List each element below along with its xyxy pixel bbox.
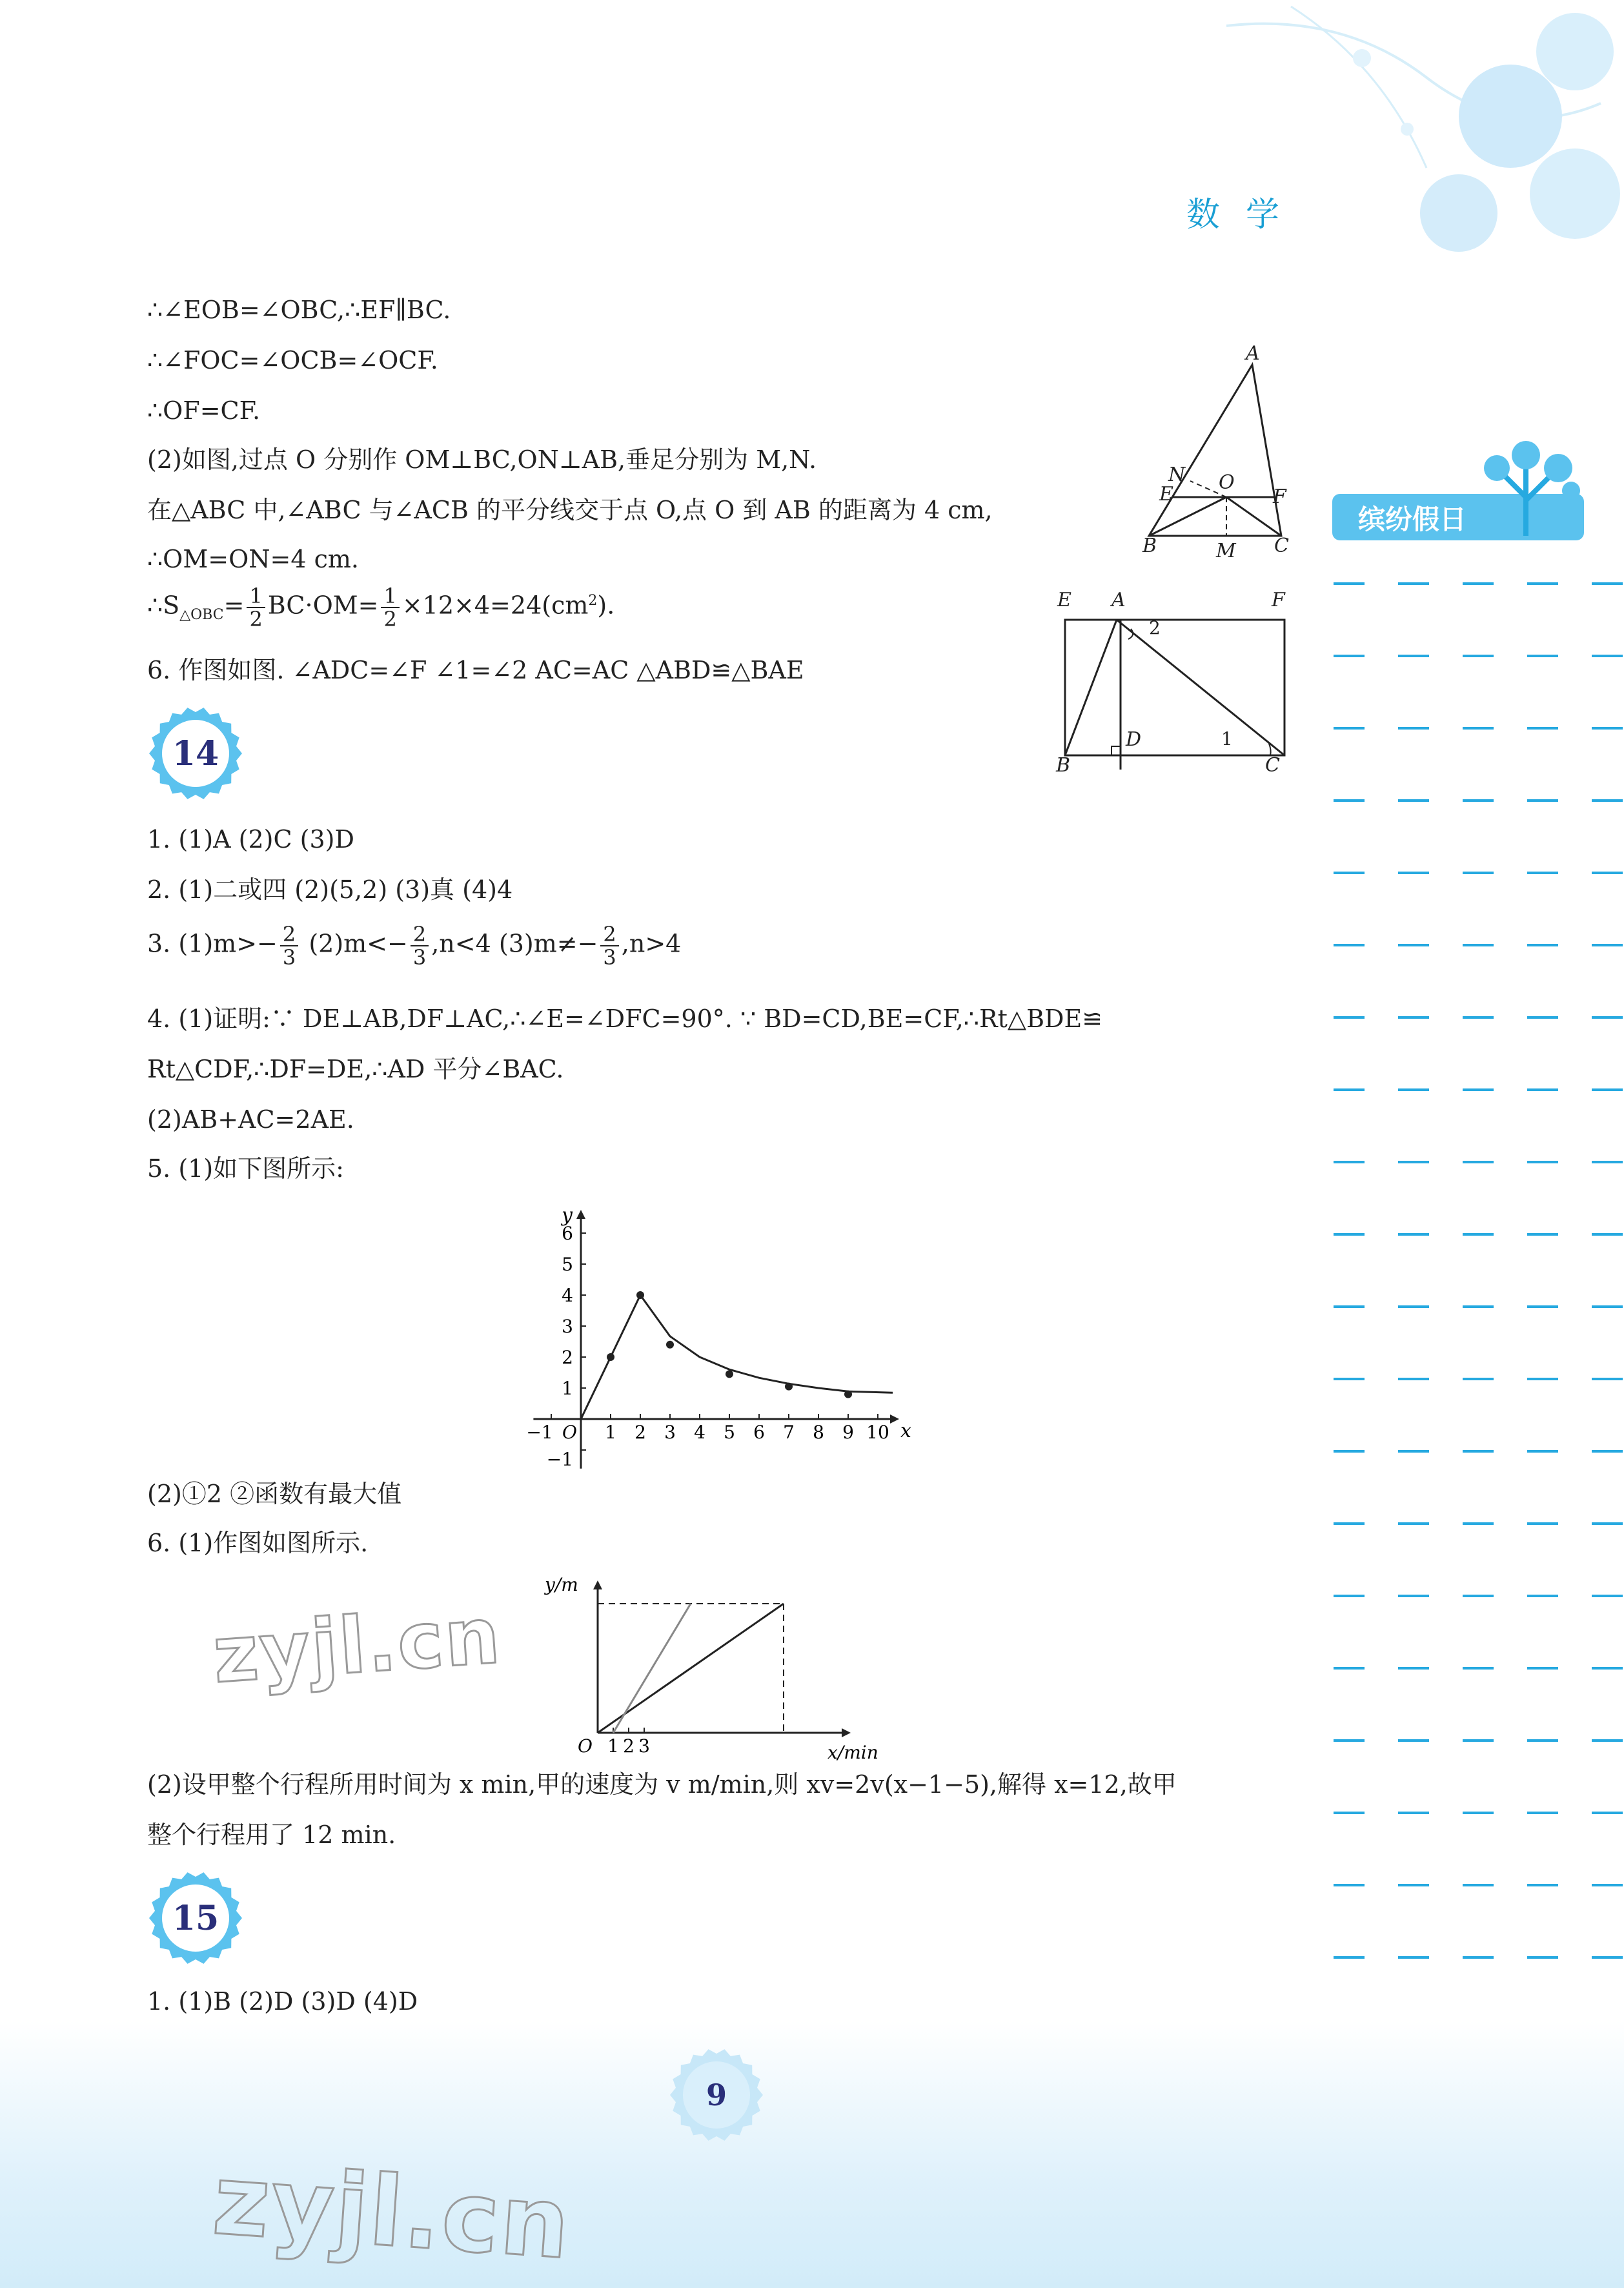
q3-line: 3. (1)m>− $\frac{2}{3}$ (2)m<− $\frac{2}{3}$ ,n<4 (3)m≠− $\frac{2}{3}$ ,n>4 [147,922,682,970]
note-dash [1527,582,1558,585]
text-line: (2)①2 ②函数有最大值 [147,1480,402,1508]
text-line: 6. 作图如图. ∠ADC=∠F ∠1=∠2 AC=AC △ABD≌△BAE [147,656,804,684]
x-tick-label: 3 [638,1735,650,1757]
text-line: 1. (1)B (2)D (3)D (4)D [147,1987,418,2016]
note-dash [1398,1088,1429,1091]
x-axis-label: x [900,1420,911,1442]
note-dash [1592,727,1623,730]
x-tick-label: 7 [783,1422,795,1443]
note-dash [1334,1378,1365,1380]
note-dash [1592,1812,1623,1814]
text-line: 1. (1)A (2)C (3)D [147,825,354,853]
note-dash [1463,655,1494,657]
note-dash [1463,799,1494,802]
note-dash [1527,799,1558,802]
text-line: 2. (1)二或四 (2)(5,2) (3)真 (4)4 [147,875,513,904]
angle-label-2: 2 [1149,617,1161,638]
note-dash [1334,1161,1365,1163]
note-dash [1527,872,1558,874]
text-line: ∴∠FOC=∠OCB=∠OCF. [147,346,438,374]
y-tick-label: 4 [562,1285,573,1306]
note-dash [1592,872,1623,874]
note-dash [1463,872,1494,874]
note-dash [1398,1450,1429,1453]
origin-label: O [578,1735,593,1757]
sidebar-banner [1332,439,1584,549]
note-dash [1463,1016,1494,1019]
text-line: ∴OM=ON=4 cm. [147,545,359,573]
note-dash [1527,1161,1558,1163]
rectangle-figure [1052,589,1297,776]
area-formula: $\therefore S_{\triangle OBC}=$ $\frac{1}{2}$ BC·OM= $\frac{1}{2}$ $\times 12\times 4=24(cm^2)$. [147,584,615,631]
y-axis-label: y/m [545,1574,578,1595]
note-dash [1398,872,1429,874]
note-dash [1463,1667,1494,1670]
x-axis-arrow [842,1728,851,1737]
label-A: A [1246,342,1260,365]
note-dash [1463,1739,1494,1742]
x-tick-label: 2 [623,1735,634,1757]
note-dash [1334,582,1365,585]
note-dash [1592,1378,1623,1380]
text-line: 整个行程用了 12 min. [147,1821,396,1849]
x-tick-label: 9 [842,1422,854,1443]
note-dash [1334,799,1365,802]
y-tick-label: 2 [562,1347,573,1368]
label-B: B [1142,535,1157,557]
label-E: E [1057,589,1071,611]
x-tick-label: 1 [605,1422,616,1443]
text-line: (2)如图,过点 O 分别作 OM⊥BC,ON⊥AB,垂足分别为 M,N. [147,445,817,474]
note-dash [1398,1378,1429,1380]
y-tick-label: 5 [562,1254,573,1275]
note-dash [1334,655,1365,657]
note-dash [1463,1088,1494,1091]
data-point [607,1353,614,1361]
text-line: 4. (1)证明:∵ DE⊥AB,DF⊥AC,∴∠E=∠DFC=90°. ∵ BD=CD,BE=CF,∴Rt△BDE≌ [147,1005,1103,1033]
x-tick-label: 5 [724,1422,735,1443]
note-dash [1527,944,1558,946]
note-dash [1527,1016,1558,1019]
x-tick-label: 10 [866,1422,889,1443]
note-dash [1527,1450,1558,1453]
note-dash [1334,727,1365,730]
label-O: O [1219,471,1235,494]
note-dash [1592,1522,1623,1525]
note-dash [1592,1595,1623,1597]
text-line: ∴∠EOB=∠OBC,∴EF∥BC. [147,296,451,324]
x-axis-label: x/min [827,1742,878,1763]
note-dash [1592,1233,1623,1236]
y-tick-label: 3 [562,1316,573,1337]
note-dash [1527,1595,1558,1597]
note-dash [1592,1161,1623,1163]
note-dash [1334,1739,1365,1742]
function-curve [581,1295,893,1419]
note-dash [1398,727,1429,730]
note-dash [1592,1739,1623,1742]
note-dash [1592,1088,1623,1091]
note-dash [1398,655,1429,657]
note-dash [1398,1667,1429,1670]
note-dash [1592,1450,1623,1453]
note-dash [1398,944,1429,946]
note-dash [1463,1884,1494,1886]
note-dash [1398,1956,1429,1959]
x-tick-label: 3 [664,1422,676,1443]
note-dash [1527,1305,1558,1308]
note-dash [1527,1233,1558,1236]
label-C: C [1274,535,1289,557]
note-dash [1398,1016,1429,1019]
note-dash [1592,1016,1623,1019]
note-dash [1463,1305,1494,1308]
note-dash [1463,1956,1494,1959]
note-dash [1334,1522,1365,1525]
note-dash [1527,1884,1558,1886]
note-dash [1463,1812,1494,1814]
note-dash [1334,1884,1365,1886]
label-D: D [1126,728,1142,751]
text-line: (2)设甲整个行程所用时间为 x min,甲的速度为 v m/min,则 xv=2v(x−1−5),解得 x=12,故甲 [147,1770,1177,1799]
text-line: ∴OF=CF. [147,396,261,425]
note-dash [1592,1884,1623,1886]
label-A: A [1111,589,1126,611]
note-dash [1463,944,1494,946]
y-tick-label: 6 [562,1223,573,1244]
y-axis-label: y [562,1204,573,1227]
text-line: (2)AB+AC=2AE. [147,1105,354,1134]
x-axis-arrow [890,1415,899,1424]
note-dash [1527,1378,1558,1380]
note-dash [1334,1305,1365,1308]
label-M: M [1216,540,1236,562]
note-dash [1463,1522,1494,1525]
note-dash [1463,1233,1494,1236]
sidebar-banner-label: 缤纷假日 [1358,504,1467,535]
label-F: F [1272,589,1285,611]
note-dash [1592,1667,1623,1670]
y-tick-label: −1 [546,1449,573,1470]
note-dash [1527,1522,1558,1525]
note-dash [1398,1522,1429,1525]
page-number-badge: 9 [668,2047,765,2143]
angle-label-1: 1 [1221,728,1233,750]
note-dash [1527,1739,1558,1742]
function-chart [516,1201,929,1472]
x-tick-label: 1 [607,1735,619,1757]
note-dash [1527,1812,1558,1814]
watermark: zyjl.cn [209,2143,575,2282]
note-dash [1592,582,1623,585]
note-dash [1527,655,1558,657]
note-dash [1334,1450,1365,1453]
x-tick-label: −1 [526,1422,553,1443]
note-dash [1398,1233,1429,1236]
note-dash [1463,1161,1494,1163]
note-dash [1398,1161,1429,1163]
label-E: E [1159,483,1173,506]
x-tick-label: 8 [813,1422,824,1443]
distance-time-chart [542,1569,904,1769]
text-line: 在△ABC 中,∠ABC 与∠ACB 的平分线交于点 O,点 O 到 AB 的距离为 4 cm, [147,496,993,524]
label-C: C [1265,754,1280,777]
note-dash [1527,1667,1558,1670]
label-N: N [1168,464,1186,486]
decorative-flowers [1213,0,1624,297]
note-dash [1592,944,1623,946]
note-dash [1592,1305,1623,1308]
note-dash [1398,1595,1429,1597]
note-dash [1398,1812,1429,1814]
note-dash [1334,1595,1365,1597]
note-dash [1334,1088,1365,1091]
note-dash [1463,1378,1494,1380]
note-dash [1334,872,1365,874]
note-dash [1463,727,1494,730]
y-axis-arrow [593,1580,602,1589]
note-dash [1334,1667,1365,1670]
x-tick-label: 2 [634,1422,646,1443]
note-dash [1463,1595,1494,1597]
data-point [844,1391,852,1398]
data-point [785,1383,793,1391]
note-dash [1527,1956,1558,1959]
note-dash [1592,655,1623,657]
data-point [726,1370,733,1378]
data-point [636,1291,644,1299]
y-tick-label: 1 [562,1378,573,1399]
label-B: B [1056,754,1071,777]
subject-title: 数学 [1186,196,1306,234]
note-dash [1527,727,1558,730]
note-dash [1463,1450,1494,1453]
x-tick-label: 4 [694,1422,705,1443]
text-line: Rt△CDF,∴DF=DE,∴AD 平分∠BAC. [147,1055,564,1083]
note-dash [1398,1305,1429,1308]
note-dash [1334,1956,1365,1959]
note-dash [1592,799,1623,802]
note-dash [1398,1739,1429,1742]
note-dash [1334,944,1365,946]
triangle-figure [1136,342,1304,568]
label-F: F [1273,485,1286,508]
note-dash [1398,799,1429,802]
watermark: zyjl.cn [210,1591,504,1701]
note-dash [1334,1016,1365,1019]
section-badge-15: 15 [147,1870,244,1966]
series-line [613,1604,691,1733]
note-dash [1527,1088,1558,1091]
data-point [666,1341,674,1349]
section-badge-14: 14 [147,705,244,802]
x-tick-label: 6 [753,1422,765,1443]
text-line: 6. (1)作图如图所示. [147,1529,369,1557]
note-dash [1334,1812,1365,1814]
note-dash [1398,582,1429,585]
note-dash [1334,1233,1365,1236]
text-line: 5. (1)如下图所示: [147,1154,344,1183]
note-dash [1398,1884,1429,1886]
origin-label: O [562,1422,577,1443]
y-axis-arrow [576,1210,585,1219]
note-dash [1592,1956,1623,1959]
note-dash [1463,582,1494,585]
